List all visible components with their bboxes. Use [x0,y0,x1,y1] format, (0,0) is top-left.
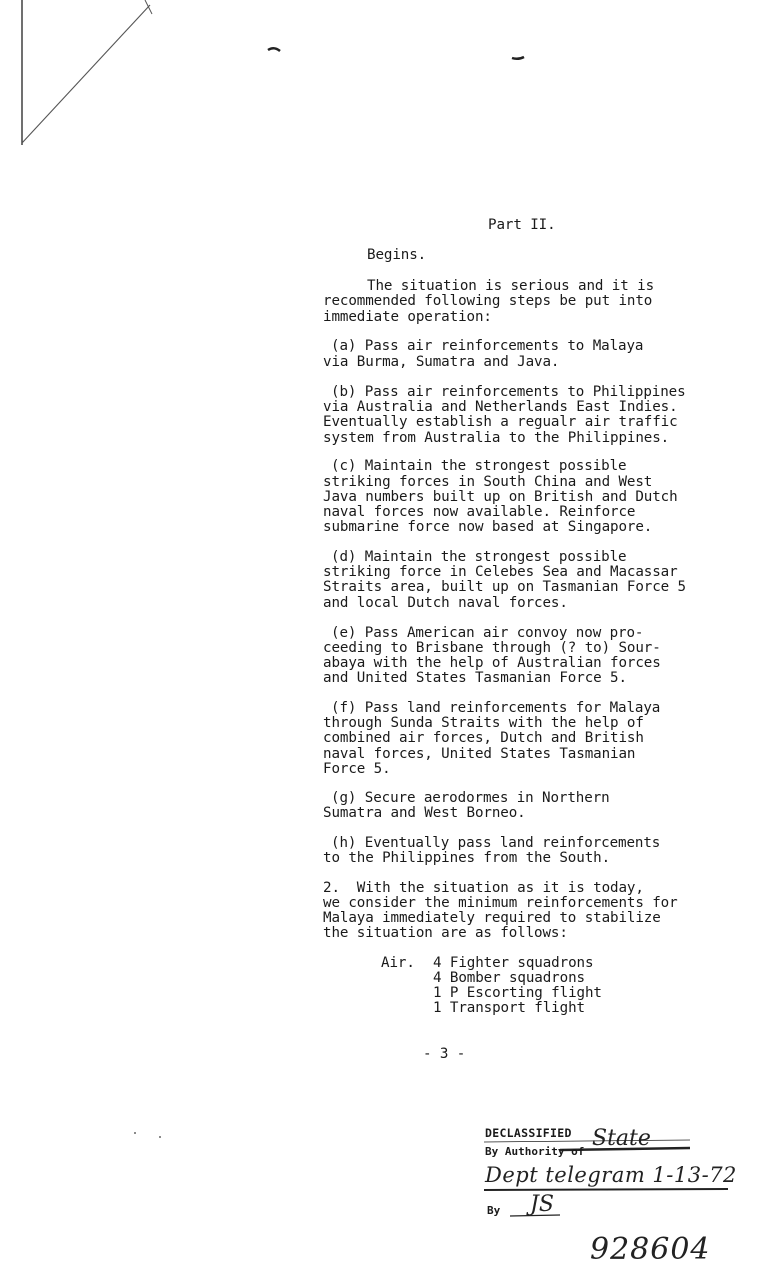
item-f-line: (f) Pass land reinforcements for Malaya [331,700,661,716]
by-label: By [487,1204,501,1217]
item-d-line: Straits area, built up on Tasmanian Force 5 [323,579,686,595]
air-label: Air. [381,955,415,971]
item-e-line: abaya with the help of Australian forces [323,655,661,671]
item-c-line: submarine force now based at Singapore. [323,519,653,535]
begins-label: Begins. [367,247,427,263]
item-d-line: and local Dutch naval forces. [323,595,568,611]
item-a-line: via Burma, Sumatra and Java. [323,354,560,370]
para2-line: the situation are as follows: [323,925,568,941]
para2-line: we consider the minimum reinforcements for [323,895,678,911]
item-f-line: naval forces, United States Tasmanian [323,746,636,762]
item-b-line: system from Australia to the Philippines. [323,430,670,446]
initials-handwriting: JS [530,1192,554,1217]
item-c-line: Java numbers built up on British and Dutch [323,489,678,505]
air-item: 1 P Escorting flight [433,985,602,1001]
item-f-line: combined air forces, Dutch and British [323,730,644,746]
intro-line: The situation is serious and it is [367,278,655,294]
item-e-line: and United States Tasmanian Force 5. [323,670,627,686]
item-d-line: striking force in Celebes Sea and Macassar [323,564,678,580]
item-h-line: to the Philippines from the South. [323,850,611,866]
para2-line: Malaya immediately required to stabilize [323,910,661,926]
item-d-line: (d) Maintain the strongest possible [331,549,627,565]
air-item: 4 Fighter squadrons [433,955,594,971]
item-h-line: (h) Eventually pass land reinforcements [331,835,661,851]
declassified-label: DECLASSIFIED [485,1126,572,1140]
item-g-line: (g) Secure aerodormes in Northern [331,790,610,806]
item-g-line: Sumatra and West Borneo. [323,805,526,821]
intro-line: immediate operation: [323,309,492,325]
dept-telegram-handwriting: Dept telegram 1-13-72 [485,1163,737,1187]
para2-line: 2. With the situation as it is today, [323,880,644,896]
item-c-line: striking forces in South China and West [323,474,653,490]
item-f-line: Force 5. [323,761,391,777]
item-c-line: naval forces now available. Reinforce [323,504,636,520]
item-a-line: (a) Pass air reinforcements to Malaya [331,338,644,354]
archive-number: 928604 [590,1232,711,1267]
item-c-line: (c) Maintain the strongest possible [331,458,627,474]
item-b-line: via Australia and Netherlands East Indies. [323,399,678,415]
item-e-line: ceeding to Brisbane through (? to) Sour- [323,640,661,656]
authority-handwriting: State [592,1126,651,1151]
item-f-line: through Sunda Straits with the help of [323,715,644,731]
item-b-line: Eventually establish a regualr air traffic [323,414,678,430]
air-item: 4 Bomber squadrons [433,970,585,986]
air-item: 1 Transport flight [433,1000,585,1016]
part-heading: Part II. [488,217,556,233]
item-e-line: (e) Pass American air convoy now pro- [331,625,644,641]
authority-label: By Authority of [485,1145,585,1158]
page-number: - 3 - [423,1046,466,1062]
item-b-line: (b) Pass air reinforcements to Philippines [331,384,686,400]
intro-line: recommended following steps be put into [323,293,653,309]
